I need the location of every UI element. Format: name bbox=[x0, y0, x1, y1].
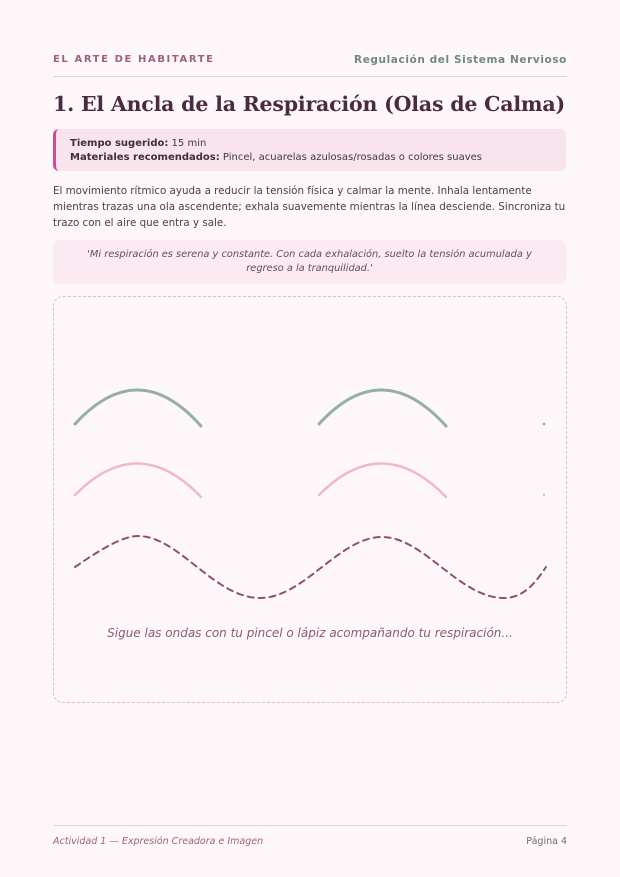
canvas-caption: Sigue las ondas con tu pincel o lápiz acompañando tu respiración... bbox=[107, 626, 513, 640]
page-header bbox=[53, 54, 567, 77]
materials-label: Materiales recomendados: bbox=[70, 151, 220, 163]
info-box bbox=[53, 129, 566, 171]
section-label: Regulación del Sistema Nervioso bbox=[354, 54, 567, 66]
page-title: 1. El Ancla de la Respiración (Olas de Calma) bbox=[53, 92, 565, 116]
drawing-canvas[interactable] bbox=[53, 296, 567, 703]
wave-guides bbox=[54, 297, 565, 701]
time-label: Tiempo sugerido: bbox=[70, 138, 169, 149]
materials-row bbox=[70, 151, 552, 165]
wave-pink-2 bbox=[319, 463, 446, 497]
materials-value: Pincel, acuarelas azulosas/rosadas o colores suaves bbox=[222, 151, 483, 163]
wave-pink-1 bbox=[75, 463, 201, 497]
footer-activity: Actividad 1 — Expresión Creadora e Imagen bbox=[53, 836, 264, 847]
wave-pink-dot bbox=[543, 494, 545, 496]
time-row bbox=[70, 137, 552, 151]
time-value: 15 min bbox=[171, 138, 207, 149]
wave-green-dot bbox=[543, 423, 546, 426]
intro-paragraph: El movimiento rítmico ayuda a reducir la tensión física y calmar la mente. Inhala lentamente mientras trazas una ola ascendente; exhala suavemente mientras la línea desciende. Sincroniza tu trazo con el aire que entra y sale. bbox=[53, 185, 566, 229]
brand-label: EL ARTE DE HABITARTE bbox=[53, 54, 215, 65]
affirmation-quote: 'Mi respiración es serena y constante. Con cada exhalación, suelto la tensión acumulada y regreso a la tranquilidad.' bbox=[53, 240, 566, 284]
wave-green-1 bbox=[75, 390, 201, 426]
wave-dashed-trace[interactable] bbox=[75, 536, 546, 598]
page-footer bbox=[53, 825, 567, 847]
page-number: Página 4 bbox=[526, 836, 567, 847]
wave-green-2 bbox=[319, 390, 446, 426]
